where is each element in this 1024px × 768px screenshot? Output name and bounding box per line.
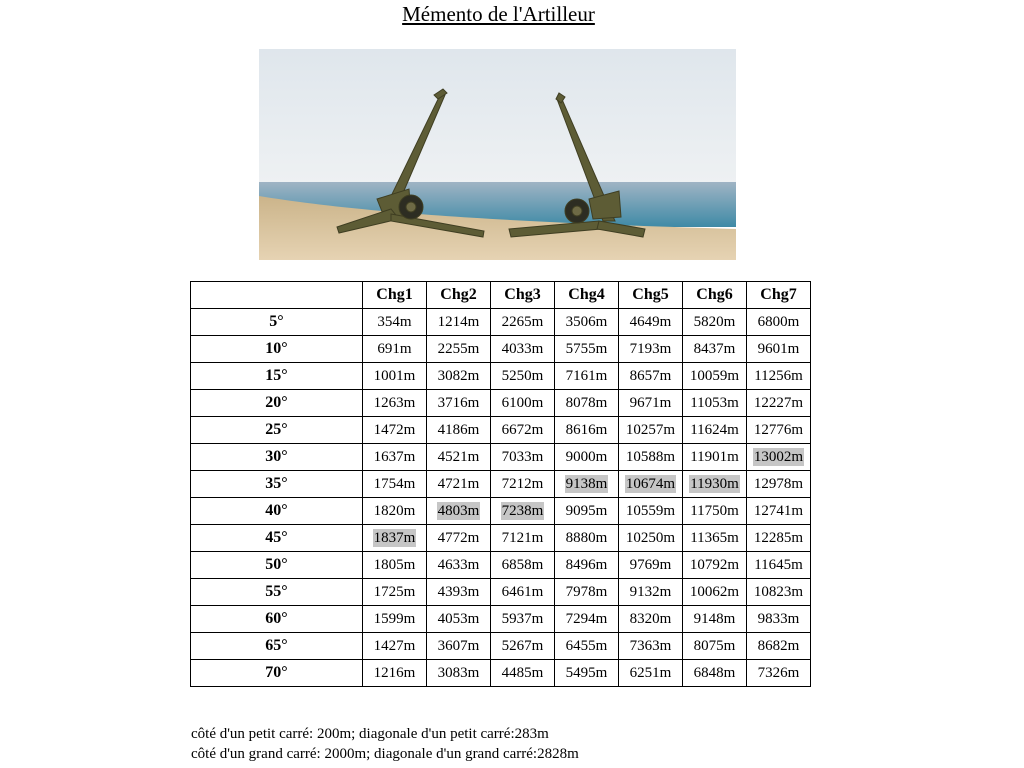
table-row [191,471,811,498]
range-value: 6100m [501,394,544,411]
range-value: 1001m [373,367,416,384]
range-cell [747,471,811,498]
angle-cell: 30° [191,444,363,471]
range-value: 691m [377,340,412,357]
range-cell [491,309,555,336]
range-cell [491,525,555,552]
range-cell [427,579,491,606]
range-value: 12227m [753,394,804,411]
range-cell [683,633,747,660]
range-cell [619,444,683,471]
range-cell [747,606,811,633]
range-cell [491,606,555,633]
range-cell [427,633,491,660]
range-cell [491,417,555,444]
range-cell [427,660,491,687]
table-row [191,606,811,633]
range-cell [619,417,683,444]
range-value: 4393m [437,583,480,600]
range-value: 1820m [373,502,416,519]
range-cell [619,336,683,363]
range-value: 10062m [689,583,740,600]
range-value: 11256m [754,367,803,384]
table-row [191,633,811,660]
range-value: 4521m [437,448,480,465]
range-value: 354m [377,313,412,330]
range-value: 5250m [501,367,544,384]
range-cell [747,309,811,336]
range-value: 7238m [501,502,544,519]
range-value: 1805m [373,556,416,573]
angle-cell: 10° [191,336,363,363]
range-value: 7121m [501,529,544,546]
range-value: 12978m [753,475,804,492]
range-value: 10792m [689,556,740,573]
range-value: 11750m [690,502,739,519]
range-cell [363,552,427,579]
range-value: 12285m [753,529,804,546]
range-value: 11365m [690,529,739,546]
range-value: 4633m [437,556,480,573]
range-cell [555,336,619,363]
range-value: 1725m [373,583,416,600]
range-cell [683,417,747,444]
table-row [191,336,811,363]
range-value: 13002m [753,448,804,465]
range-value: 5820m [693,313,736,330]
table-row [191,525,811,552]
range-value: 9833m [757,610,800,627]
range-cell [619,363,683,390]
range-value: 10257m [625,421,676,438]
header-cell [191,282,363,309]
artillery-photo [259,49,736,260]
range-cell [427,471,491,498]
table-header-row [191,282,811,309]
range-cell [491,660,555,687]
range-value: 1754m [373,475,416,492]
range-value: 8075m [693,637,736,654]
range-cell [363,417,427,444]
range-value: 10559m [625,502,676,519]
note-line: côté d'un grand carré: 2000m; diagonale d'un grand carré:2828m [191,746,579,762]
range-cell [555,552,619,579]
note-line: côté d'un petit carré: 200m; diagonale d'un petit carré:283m [191,726,549,742]
range-value: 4721m [437,475,480,492]
range-value: 3506m [565,313,608,330]
angle-cell: 20° [191,390,363,417]
range-value: 1599m [373,610,416,627]
range-value: 9601m [757,340,800,357]
angle-cell: 55° [191,579,363,606]
table-row [191,552,811,579]
range-cell [683,660,747,687]
range-value: 9132m [629,583,672,600]
range-value: 4186m [437,421,480,438]
range-table [190,281,811,687]
range-cell [619,633,683,660]
range-value: 9148m [693,610,736,627]
header-cell: Chg1 [363,282,427,309]
range-cell [427,363,491,390]
range-value: 7363m [629,637,672,654]
range-value: 8320m [629,610,672,627]
range-cell [363,471,427,498]
range-value: 6672m [501,421,544,438]
range-cell [491,471,555,498]
range-value: 5755m [565,340,608,357]
range-cell [363,336,427,363]
range-cell [619,660,683,687]
angle-cell: 70° [191,660,363,687]
range-cell [363,498,427,525]
range-value: 1472m [373,421,416,438]
range-value: 8657m [629,367,672,384]
range-cell [747,660,811,687]
range-cell [427,444,491,471]
range-value: 3082m [437,367,480,384]
range-cell [747,363,811,390]
angle-cell: 5° [191,309,363,336]
range-value: 11053m [690,394,739,411]
table-row [191,660,811,687]
notes [191,724,579,764]
range-cell [683,390,747,417]
range-cell [619,498,683,525]
range-value: 10823m [753,583,804,600]
angle-cell: 35° [191,471,363,498]
range-value: 4485m [501,664,544,681]
range-value: 10588m [625,448,676,465]
range-cell [427,606,491,633]
range-cell [747,336,811,363]
range-cell [747,390,811,417]
angle-cell: 25° [191,417,363,444]
range-cell [555,390,619,417]
range-value: 1263m [373,394,416,411]
range-cell [363,525,427,552]
range-value: 1637m [373,448,416,465]
range-value: 3083m [437,664,480,681]
header-cell: Chg6 [683,282,747,309]
table-row [191,363,811,390]
range-cell [747,579,811,606]
table-row [191,309,811,336]
header-cell: Chg3 [491,282,555,309]
range-value: 8496m [565,556,608,573]
range-value: 11624m [690,421,739,438]
range-cell [747,552,811,579]
range-cell [555,579,619,606]
range-value: 6455m [565,637,608,654]
range-value: 4033m [501,340,544,357]
range-value: 6461m [501,583,544,600]
range-cell [363,390,427,417]
range-cell [747,444,811,471]
range-value: 12776m [753,421,804,438]
range-value: 7212m [501,475,544,492]
range-value: 8682m [757,637,800,654]
range-value: 5495m [565,664,608,681]
range-cell [747,498,811,525]
range-cell [619,471,683,498]
range-cell [427,309,491,336]
range-cell [491,579,555,606]
range-value: 11901m [690,448,739,465]
range-cell [747,525,811,552]
range-cell [683,606,747,633]
range-value: 11930m [690,475,739,492]
header-cell: Chg7 [747,282,811,309]
range-value: 8616m [565,421,608,438]
range-cell [683,525,747,552]
range-value: 7161m [565,367,608,384]
range-value: 10250m [625,529,676,546]
range-cell [491,552,555,579]
range-value: 9095m [565,502,608,519]
range-cell [683,363,747,390]
range-cell [619,606,683,633]
range-value: 3607m [437,637,480,654]
range-value: 8437m [693,340,736,357]
range-cell [363,309,427,336]
range-cell [619,525,683,552]
range-cell [619,552,683,579]
range-value: 9671m [629,394,672,411]
range-value: 2255m [437,340,480,357]
range-cell [747,633,811,660]
range-cell [555,606,619,633]
range-cell [363,444,427,471]
range-value: 4772m [437,529,480,546]
angle-cell: 15° [191,363,363,390]
range-cell [555,417,619,444]
range-cell [683,498,747,525]
range-cell [427,552,491,579]
range-value: 5937m [501,610,544,627]
table-row [191,417,811,444]
range-cell [555,363,619,390]
range-value: 9138m [565,475,608,492]
angle-cell: 45° [191,525,363,552]
angle-cell: 40° [191,498,363,525]
range-cell [683,579,747,606]
range-cell [555,309,619,336]
range-value: 6251m [629,664,672,681]
range-cell [491,336,555,363]
range-value: 7193m [629,340,672,357]
range-cell [619,579,683,606]
range-value: 9000m [565,448,608,465]
range-cell [555,498,619,525]
range-cell [427,525,491,552]
range-cell [747,417,811,444]
range-value: 1837m [373,529,416,546]
header-cell: Chg5 [619,282,683,309]
range-cell [683,336,747,363]
range-cell [427,336,491,363]
range-value: 4803m [437,502,480,519]
range-cell [555,444,619,471]
range-value: 7033m [501,448,544,465]
range-value: 7294m [565,610,608,627]
range-value: 4053m [437,610,480,627]
range-cell [555,471,619,498]
range-value: 6800m [757,313,800,330]
range-value: 5267m [501,637,544,654]
range-value: 9769m [629,556,672,573]
range-value: 8078m [565,394,608,411]
range-cell [619,390,683,417]
range-cell [491,390,555,417]
range-cell [683,309,747,336]
range-cell [491,363,555,390]
header-cell: Chg2 [427,282,491,309]
range-value: 6858m [501,556,544,573]
header-cell: Chg4 [555,282,619,309]
angle-cell: 60° [191,606,363,633]
range-cell [683,552,747,579]
table-body [191,309,811,687]
range-cell [491,498,555,525]
range-cell [555,660,619,687]
table-row [191,579,811,606]
range-value: 2265m [501,313,544,330]
range-value: 7978m [565,583,608,600]
table-row [191,444,811,471]
table-row [191,390,811,417]
range-cell [363,660,427,687]
range-value: 10059m [689,367,740,384]
range-cell [683,471,747,498]
range-cell [363,633,427,660]
range-cell [427,390,491,417]
angle-cell: 50° [191,552,363,579]
range-value: 8880m [565,529,608,546]
range-cell [363,579,427,606]
range-value: 4649m [629,313,672,330]
page-title: Mémento de l'Artilleur [402,2,595,26]
range-cell [555,525,619,552]
range-cell [363,606,427,633]
range-value: 1214m [437,313,480,330]
range-value: 10674m [625,475,676,492]
range-cell [555,633,619,660]
range-value: 1216m [373,664,416,681]
range-value: 3716m [437,394,480,411]
table-row [191,498,811,525]
range-cell [363,363,427,390]
range-cell [427,417,491,444]
range-cell [491,633,555,660]
range-cell [683,444,747,471]
range-cell [491,444,555,471]
range-value: 7326m [757,664,800,681]
range-cell [427,498,491,525]
range-value: 12741m [753,502,804,519]
range-value: 11645m [754,556,803,573]
range-cell [619,309,683,336]
range-value: 1427m [373,637,416,654]
range-value: 6848m [693,664,736,681]
angle-cell: 65° [191,633,363,660]
